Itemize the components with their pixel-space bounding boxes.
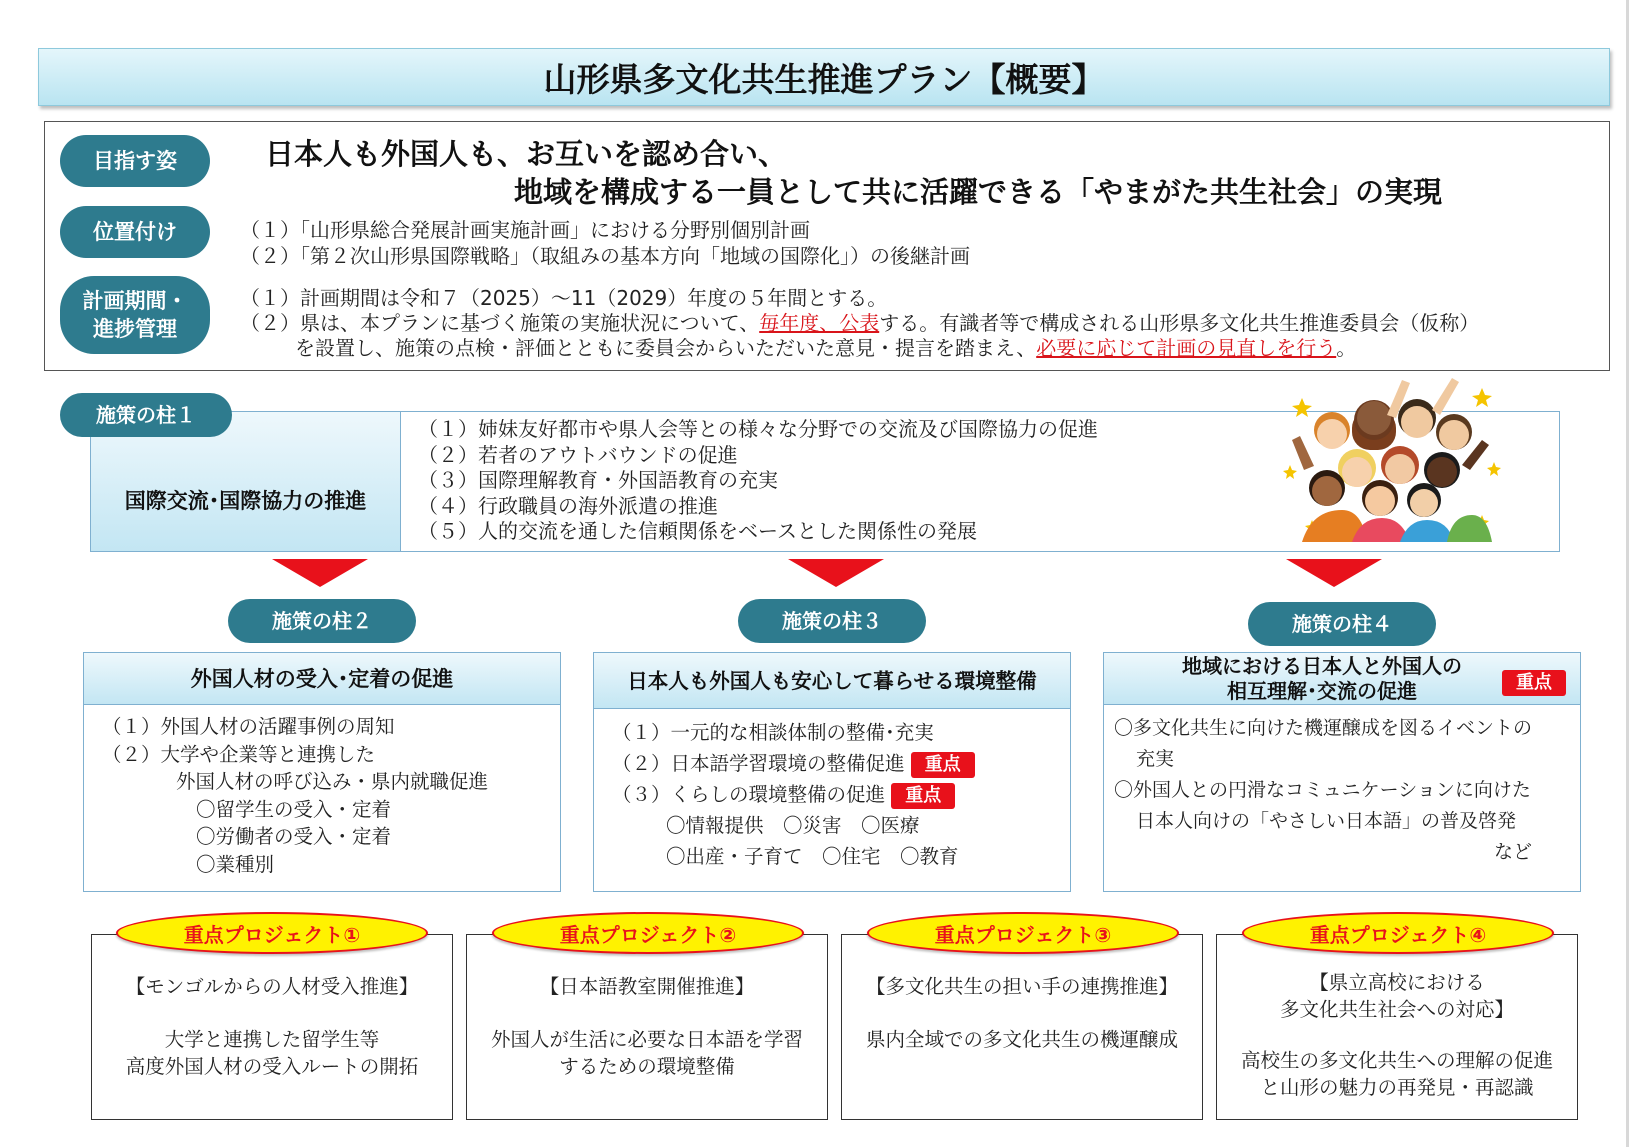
cheering-people-illustration	[1282, 370, 1504, 542]
page-title: 山形県多文化共生推進プラン【概要】	[38, 48, 1610, 106]
project-2-body-1: 外国人が生活に必要な日本語を学習	[490, 1028, 803, 1051]
project-4-label: 重点プロジェクト④	[1242, 912, 1554, 954]
pillar-4-line: など	[1494, 841, 1533, 863]
period-item-2-cont	[295, 332, 1356, 361]
pillar-3-line	[612, 748, 1070, 779]
pillar-2-line: 外国人材の呼び込み・県内就職促進	[176, 770, 489, 793]
pillar-3-line-text: （２）日本語学習環境の整備促進	[612, 752, 905, 775]
project-2-body-2: するための環境整備	[559, 1055, 735, 1078]
vision-line-1: 日本人も外国人も、お互いを認め合い、	[265, 137, 788, 171]
pillar-2-line: （２）大学や企業等と連携した	[102, 742, 376, 766]
period-item-2-highlight: 毎年度、公表	[759, 311, 880, 335]
pillar-3-line-text: （３）くらしの環境整備の促進	[612, 783, 886, 806]
project-4-title: 【県立高校における	[1309, 971, 1485, 994]
project-1-body-1: 大学と連携した留学生等	[164, 1028, 380, 1051]
project-4-body-1: 高校生の多文化共生への理解の促進	[1240, 1049, 1553, 1072]
pillar-3-box	[593, 652, 1071, 892]
pillar-4-line: 日本人向けの「やさしい日本語」の普及啓発	[1136, 810, 1517, 832]
pillar-3-line	[612, 779, 1070, 810]
pillar-4-line: 充実	[1136, 748, 1175, 770]
position-item-2: （２）「第２次山形県国際戦略」（取組みの基本方向「地域の国際化」）の後継計画	[240, 244, 970, 268]
period-item-2-c: を設置し、施策の点検・評価とともに委員会からいただいた意見・提言を踏まえ、	[295, 336, 1037, 360]
project-2-label: 重点プロジェクト②	[492, 912, 804, 954]
arrow-down-icon	[272, 559, 368, 587]
pillar-4-body	[1104, 705, 1580, 868]
pillar-4-line: 〇多文化共生に向けた機運醸成を図るイベントの	[1114, 717, 1533, 739]
pillar-4-heading-line-2: 相互理解･交流の促進	[1227, 678, 1417, 703]
arrow-down-icon	[788, 559, 884, 587]
pillar-3-line: 〇出産・子育て 〇住宅 〇教育	[666, 845, 959, 868]
period-item-1: （１）計画期間は令和７（2025）～11（2029）年度の５年間とする。	[240, 286, 888, 310]
pillar-2-line: （１）外国人材の活躍事例の周知	[102, 715, 395, 738]
project-2-box	[466, 934, 828, 1120]
pillar-2-heading: 外国人材の受入･定着の促進	[84, 653, 560, 705]
project-4-title-2: 多文化共生社会への対応】	[1279, 998, 1514, 1021]
project-3-box	[841, 934, 1203, 1120]
period-label-line-2: 進捗管理	[93, 317, 177, 341]
pillar-2-line: 〇留学生の受入・定着	[196, 797, 392, 821]
period-label	[60, 276, 210, 354]
project-1-body-2: 高度外国人材の受入ルートの開拓	[125, 1055, 419, 1078]
pillar-2-body	[84, 705, 560, 878]
priority-badge: 重点	[1502, 670, 1566, 696]
project-1-label: 重点プロジェクト①	[116, 912, 428, 954]
pillar-4-label: 施策の柱４	[1248, 602, 1436, 646]
pillar-2-box	[83, 652, 561, 892]
pillar-1-item: （４）行政職員の海外派遣の推進	[418, 493, 718, 518]
priority-badge: 重点	[891, 783, 955, 809]
position-label: 位置付け	[60, 206, 210, 258]
pillar-1-heading: 国際交流･国際協力の推進	[91, 412, 401, 551]
pillar-3-line: 〇情報提供 〇災害 〇医療	[666, 814, 920, 837]
pillar-1-item: （２）若者のアウトバウンドの促進	[418, 442, 738, 467]
pillar-3-body	[594, 709, 1070, 872]
project-3-title: 【多文化共生の担い手の連携推進】	[865, 975, 1178, 998]
arrow-down-icon	[1286, 559, 1382, 587]
pillar-1-item: （５）人的交流を通した信頼関係をベースとした関係性の発展	[418, 519, 977, 543]
project-3-body-1: 県内全域での多文化共生の機運醸成	[865, 1028, 1178, 1051]
pillar-4-line: 〇外国人との円滑なコミュニケーションに向けた	[1114, 779, 1531, 801]
pillar-1-item: （１）姉妹友好都市や県人会等との様々な分野での交流及び国際協力の促進	[418, 417, 1098, 441]
priority-badge: 重点	[911, 752, 975, 778]
pillar-4-heading-line-1: 地域における日本人と外国人の	[1182, 653, 1462, 678]
project-1-title: 【モンゴルからの人材受入推進】	[125, 975, 419, 998]
project-3-label: 重点プロジェクト③	[867, 912, 1179, 954]
vision-label: 目指す姿	[60, 135, 210, 187]
project-4-box	[1216, 934, 1578, 1120]
pillar-2-label: 施策の柱２	[228, 599, 416, 643]
pillar-1-label: 施策の柱１	[60, 393, 232, 437]
project-1-box	[91, 934, 453, 1120]
pillar-1-item: （３）国際理解教育・外国語教育の充実	[418, 468, 778, 492]
period-item-2-a: （２）県は、本プランに基づく施策の実施状況について、	[240, 311, 760, 335]
project-4-body-2: と山形の魅力の再発見・再認識	[1260, 1076, 1534, 1099]
pillar-3-heading: 日本人も外国人も安心して暮らせる環境整備	[594, 653, 1070, 709]
position-item-1: （１）「山形県総合発展計画実施計画」における分野別個別計画	[240, 218, 810, 242]
period-item-2-highlight-2: 必要に応じて計画の見直しを行う	[1036, 336, 1337, 360]
pillar-2-line: 〇業種別	[196, 852, 275, 876]
period-item-2-d: 。	[1336, 336, 1357, 360]
pillar-2-line: 〇労働者の受入・定着	[196, 825, 392, 848]
pillar-3-label: 施策の柱３	[738, 599, 926, 643]
period-label-line-1: 計画期間・	[82, 289, 188, 313]
project-2-title: 【日本語教室開催推進】	[539, 975, 755, 998]
pillar-3-line: （１）一元的な相談体制の整備･充実	[612, 721, 934, 744]
vision-line-2: 地域を構成する一員として共に活躍できる「やまがた共生社会」の実現	[514, 175, 1443, 209]
pillar-1-items	[418, 417, 1098, 545]
period-item-2-b: する。有識者等で構成される山形県多文化共生推進委員会（仮称）	[879, 311, 1480, 335]
